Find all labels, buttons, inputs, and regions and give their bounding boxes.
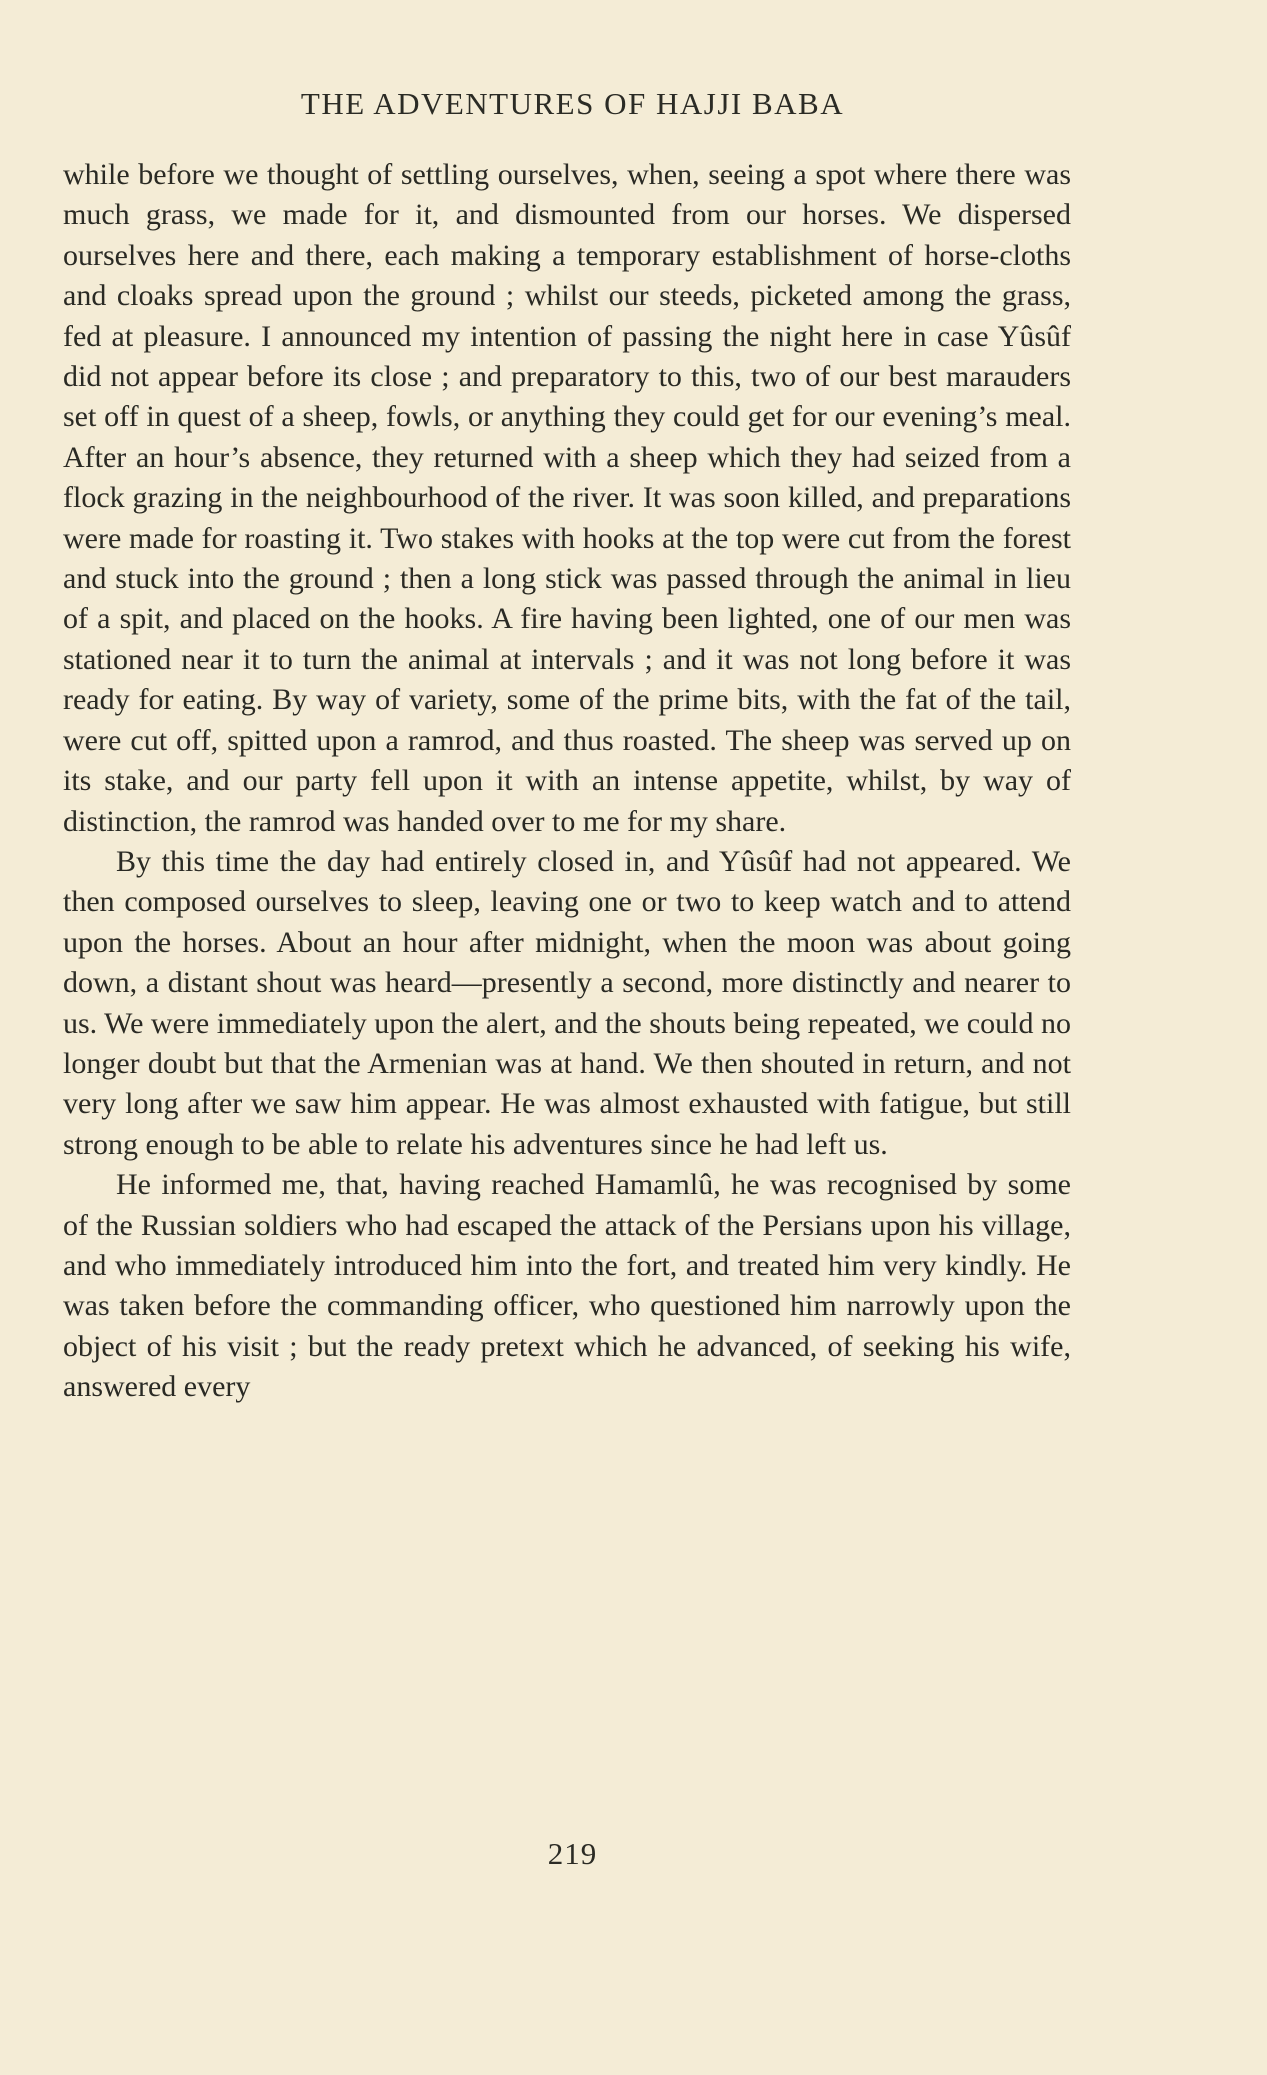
paragraph-2: By this time the day had entirely closed in, and Yûsûf had not appeared. We then composed ourselves to sleep, leaving one or two to keep watch and to attend upon the horses. About an hour after midnight, when the moon was about going down, a distant shout was heard—presently a second, more distinctly and nearer to us. We were immediately upon the alert, and the shouts being repeated, we could no longer doubt but that the Armenian was at hand. We then shouted in return, and not very long after we saw him appear. He was almost exhausted with fatigue, but still strong enough to be able to relate his adventures since he had left us. — [63, 844, 1071, 1161]
page-number: 219 — [547, 1836, 598, 1871]
paragraph-1: while before we thought of settling ourselves, when, seeing a spot where there was much grass, we made for it, and dismounted from our horses. We dispersed ourselves here and there, each making a temporary establishment of horse-cloths and cloaks spread upon the ground ; whilst our steeds, picketed among the grass, fed at pleasure. I announced my intention of passing the night here in case Yûsûf did not appear before its close ; and preparatory to this, two of our best marauders set off in quest of a sheep, fowls, or anything they could get for our evening’s meal. After an hour’s absence, they returned with a sheep which they had seized from a flock grazing in the neighbourhood of the river. It was soon killed, and preparations were made for roasting it. Two stakes with hooks at the top were cut from the forest and stuck into the ground ; then a long stick was passed through the animal in lieu of a spit, and placed on the hooks. A fire having been lighted, one of our men was stationed near it to turn the animal at intervals ; and it was not long before it was ready for eating. By way of variety, some of the prime bits, with the fat of the tail, were cut off, spitted upon a ramrod, and thus roasted. The sheep was served up on its stake, and our party fell upon it with an intense appetite, whilst, by way of distinction, the ramrod was handed over to me for my share. — [63, 158, 1071, 838]
paragraph-3: He informed me, that, having reached Hamamlû, he was recognised by some of the Russian soldiers who had escaped the attack of the Persians upon his village, and who immediately introduced him into the fort, and treated him very kindly. He was taken before the commanding officer, who questioned him narrowly upon the object of his visit ; but the ready pretext which he advanced, of seeking his wife, answered every — [63, 1168, 1071, 1404]
body-text — [63, 155, 1071, 1408]
running-head: THE ADVENTURES OF HAJJI BABA — [300, 86, 845, 121]
